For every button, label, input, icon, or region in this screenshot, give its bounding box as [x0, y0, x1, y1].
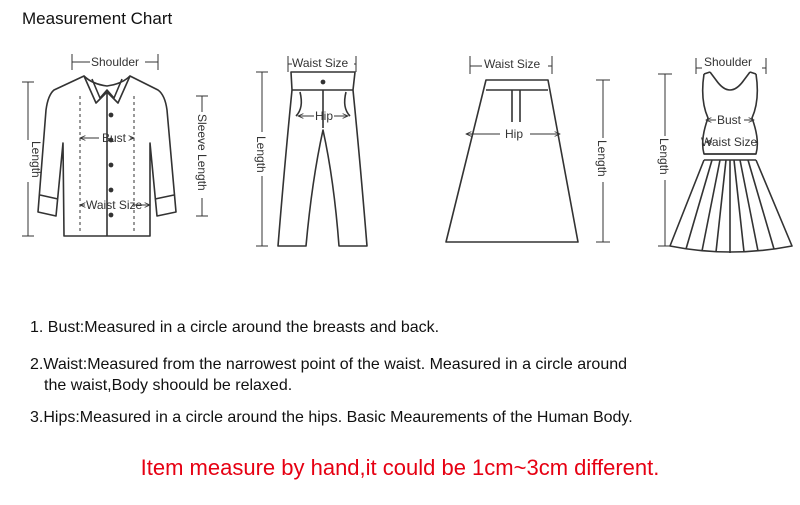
- pants-hip-label: Hip: [315, 109, 334, 123]
- dress-bust-label: Bust: [717, 113, 742, 127]
- skirt-waist-label: Waist Size: [484, 57, 541, 71]
- dress-waist-label: Waist Size: [701, 135, 758, 149]
- pants-measure-lines: [256, 56, 356, 246]
- note-waist-line1: 2.Waist:Measured from the narrowest point of the waist. Measured in a circle around: [30, 356, 628, 373]
- note-hips: 3.Hips:Measured in a circle around the hips. Basic Meaurements of the Human Body.: [30, 409, 633, 426]
- dress-shoulder-label: Shoulder: [704, 55, 753, 69]
- measurement-warning: Item measure by hand,it could be 1cm~3cm different.: [140, 455, 660, 480]
- pants-waist-label: Waist Size: [292, 56, 349, 70]
- dress-measure-lines: [658, 58, 766, 246]
- shirt-waist-label: Waist Size: [86, 198, 143, 212]
- shirt-shoulder-label: Shoulder: [91, 55, 140, 69]
- pants-length-label: Length: [254, 136, 268, 173]
- shirt-sleeve-label: Sleeve Length: [195, 114, 209, 191]
- skirt-measure-lines: [466, 56, 610, 242]
- shirt-figure: [38, 76, 176, 236]
- chart-title: Measurement Chart: [22, 9, 173, 28]
- note-waist-line2: the waist,Body shoould be relaxed.: [44, 377, 293, 394]
- dress-figure: [670, 72, 792, 253]
- note-waist: [30, 354, 627, 396]
- shirt-length-label: Length: [29, 141, 43, 178]
- shirt-bust-label: Bust: [102, 131, 127, 145]
- skirt-length-label: Length: [595, 140, 609, 177]
- skirt-hip-label: Hip: [505, 127, 524, 141]
- pants-figure: [278, 72, 367, 246]
- skirt-figure: [446, 80, 578, 242]
- dress-length-label: Length: [657, 138, 671, 175]
- note-bust: 1. Bust:Measured in a circle around the breasts and back.: [30, 319, 440, 336]
